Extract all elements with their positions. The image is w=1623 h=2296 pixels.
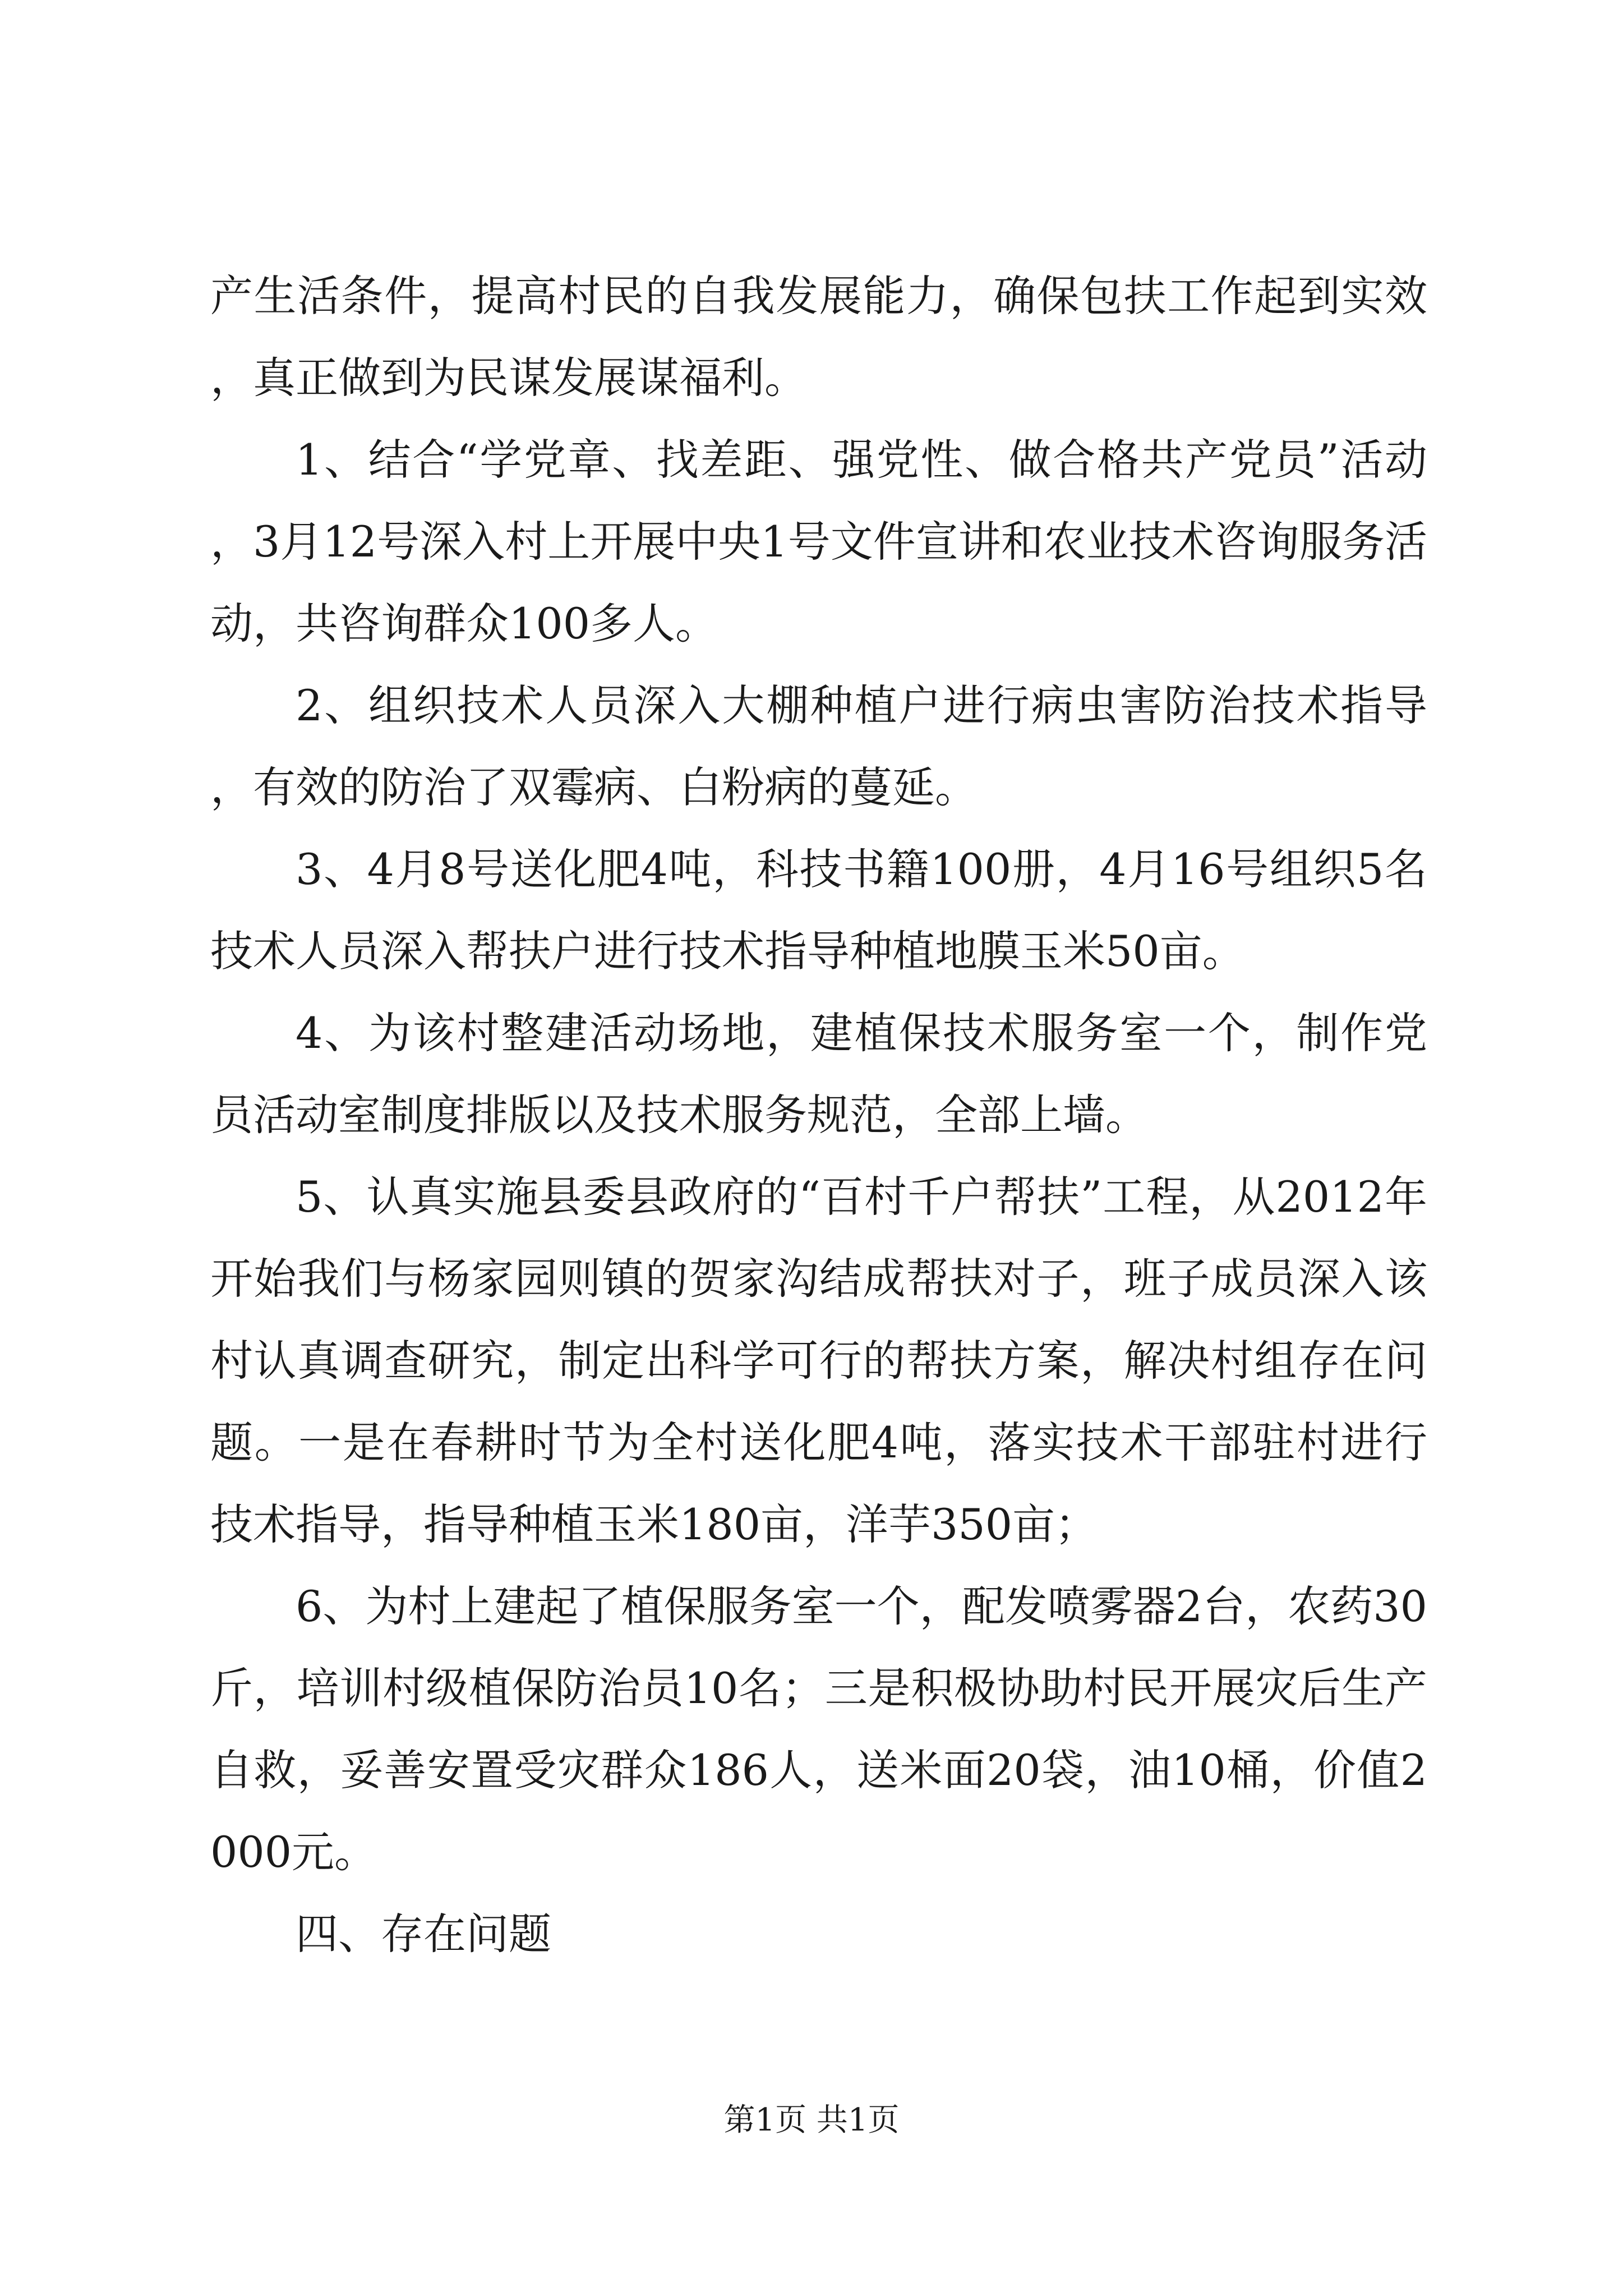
document-body [210, 255, 1427, 1975]
paragraph-continuation: 产生活条件，提高村民的自我发展能力，确保包扶工作起到实效，真正做到为民谋发展谋福利。 [210, 271, 1427, 403]
paragraph-item-4: 4、为该村整建活动场地，建植保技术服务室一个，制作党员活动室制度排版以及技术服务规范，全部上墙。 [210, 1008, 1427, 1140]
paragraph-item-3: 3、4月8号送化肥4吨，科技书籍100册，4月16号组织5名技术人员深入帮扶户进行技术指导种植地膜玉米50亩。 [210, 844, 1427, 976]
section-heading-issues: 四、存在问题 [296, 1909, 551, 1959]
paragraph-item-2: 2、组织技术人员深入大棚种植户进行病虫害防治技术指导，有效的防治了双霉病、白粉病的蔓延。 [210, 680, 1427, 812]
paragraph-item-6: 6、为村上建起了植保服务室一个，配发喷雾器2台，农药30斤，培训村级植保防治员10名；三是积极协助村民开展灾后生产自救，妥善安置受灾群众186人，送米面20袋，油10桶，价值2000元。 [210, 1581, 1427, 1877]
paragraph-item-1: 1、结合“学党章、找差距、强党性、做合格共产党员”活动，3月12号深入村上开展中央1号文件宣讲和农业技术咨询服务活动，共咨询群众100多人。 [210, 435, 1427, 648]
page-footer: 第1页 共1页 [723, 2102, 900, 2138]
paragraph-item-5: 5、认真实施县委县政府的“百村千户帮扶”工程，从2012年开始我们与杨家园则镇的贺家沟结成帮扶对子，班子成员深入该村认真调查研究，制定出科学可行的帮扶方案，解决村组存在问题。一是在春耕时节为全村送化肥4吨，落实技术干部驻村进行技术指导，指导种植玉米180亩，洋芋350亩； [210, 1172, 1427, 1549]
